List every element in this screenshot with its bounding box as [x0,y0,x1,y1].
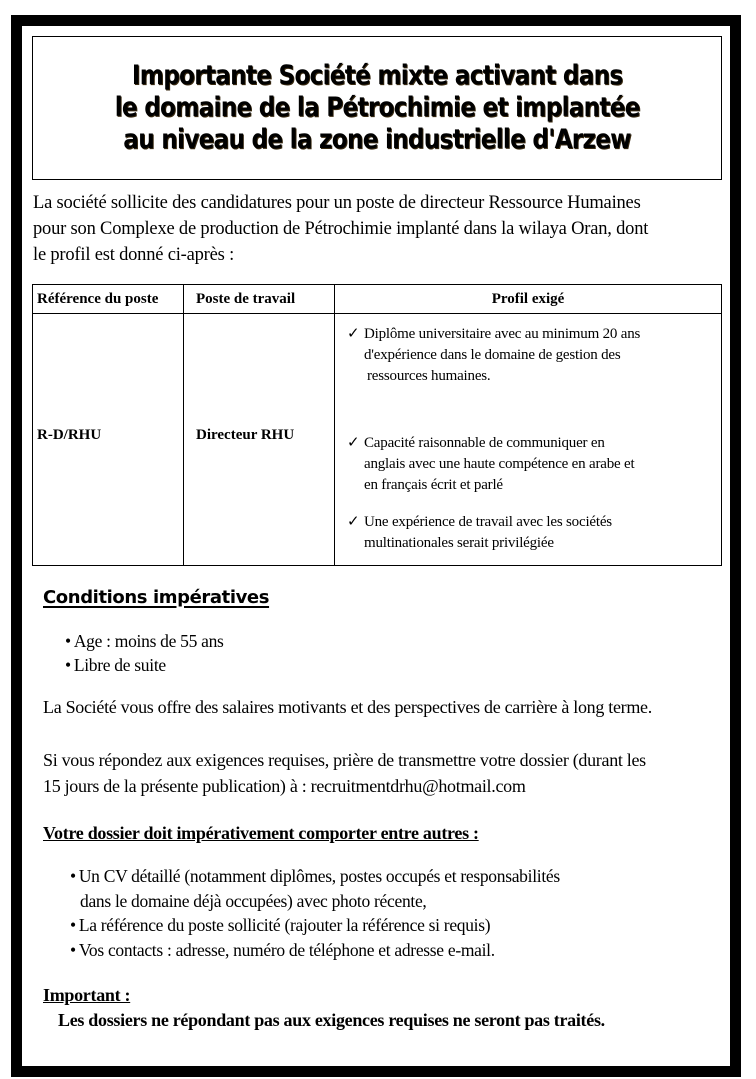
column-header-profil: Profil exigé [335,285,722,314]
column-header-poste: Poste de travail [184,285,335,314]
reference-value: R-D/RHU [37,427,102,443]
cell-poste [184,314,335,566]
headline-box [32,36,722,180]
dossier-item-text: La référence du poste sollicité (rajouter la référence si requis) [78,915,491,935]
profil-item [347,433,721,496]
intro-line-2: pour son Complexe de production de Pétrochimie implanté dans la wilaya Oran, dont [33,219,649,239]
headline-line-1: Importante Société mixte activant dans [131,60,623,91]
profil-text-line: ressources humaines. [367,368,491,384]
bullet-icon: • [65,655,71,675]
headline-line-3: au niveau de la zone industrielle d'Arzew [123,124,631,155]
condition-text: Age : moins de 55 ans [73,631,224,651]
application-paragraph [43,747,723,799]
important-heading: Important : [43,985,131,1005]
dossier-item-text: Vos contacts : adresse, numéro de téléphone et adresse e-mail. [78,939,495,960]
profil-item [347,512,721,554]
intro-line-1: La société sollicite des candidatures pour un poste de directeur Ressource Humaines [33,193,641,213]
profil-text-line: Une expérience de travail avec les sociétés [364,514,612,530]
conditions-heading: Conditions impératives [43,587,270,608]
contact-email-link[interactable]: recruitmentdrhu@hotmail.com [310,776,526,796]
conditions-list [65,629,224,677]
job-profile-table [32,284,722,566]
dossier-item-text: Un CV détaillé (notamment diplômes, postes occupés et responsabilités [78,866,560,886]
profil-text-line: Capacité raisonnable de communiquer en [364,435,605,451]
list-item [65,653,224,677]
offer-paragraph: La Société vous offre des salaires motivants et des perspectives de carrière à long terme. [43,697,652,717]
intro-line-3: le profil est donné ci-après : [33,245,235,265]
headline-line-2: le domaine de la Pétrochimie et implantée [114,92,640,123]
bullet-icon: • [70,939,76,960]
important-notice: Les dossiers ne répondant pas aux exigences requises ne seront pas traités. [58,1010,605,1030]
profil-text-line: Diplôme universitaire avec au minimum 20 ans [364,326,641,342]
profil-text-line: multinationales serait privilégiée [364,535,554,551]
bullet-icon: • [70,866,76,886]
profil-text-line: anglais avec une haute compétence en arabe et [364,456,635,472]
list-item [65,629,224,653]
poste-value: Directeur RHU [196,427,295,443]
profil-text-line: en français écrit et parlé [364,477,503,493]
application-line-1: Si vous répondez aux exigences requises, prière de transmettre votre dossier (durant les [43,750,646,770]
column-header-reference: Référence du poste [33,285,184,314]
profil-text-line: d'expérience dans le domaine de gestion des [364,347,621,363]
checkmark-icon: ✓ [347,514,360,530]
bullet-icon: • [70,915,76,935]
checkmark-icon: ✓ [347,326,360,342]
table-row [33,314,722,566]
application-line-2-text: 15 jours de la présente publication) à : [43,776,311,796]
list-item [70,913,560,938]
profil-item [347,324,721,387]
cell-reference [33,314,184,566]
cell-profil [335,314,722,566]
list-item [70,938,560,963]
table-header-row [33,285,722,314]
checkmark-icon: ✓ [347,435,360,451]
bullet-icon: • [65,631,71,651]
dossier-list [70,864,560,962]
list-item [70,864,560,913]
profil-list [335,314,721,554]
application-line-2 [43,773,723,799]
dossier-item-text: dans le domaine déjà occupées) avec photo récente, [80,890,427,911]
condition-text: Libre de suite [73,655,166,675]
dossier-heading: Votre dossier doit impérativement comporter entre autres : [43,823,479,843]
intro-paragraph [33,190,723,268]
